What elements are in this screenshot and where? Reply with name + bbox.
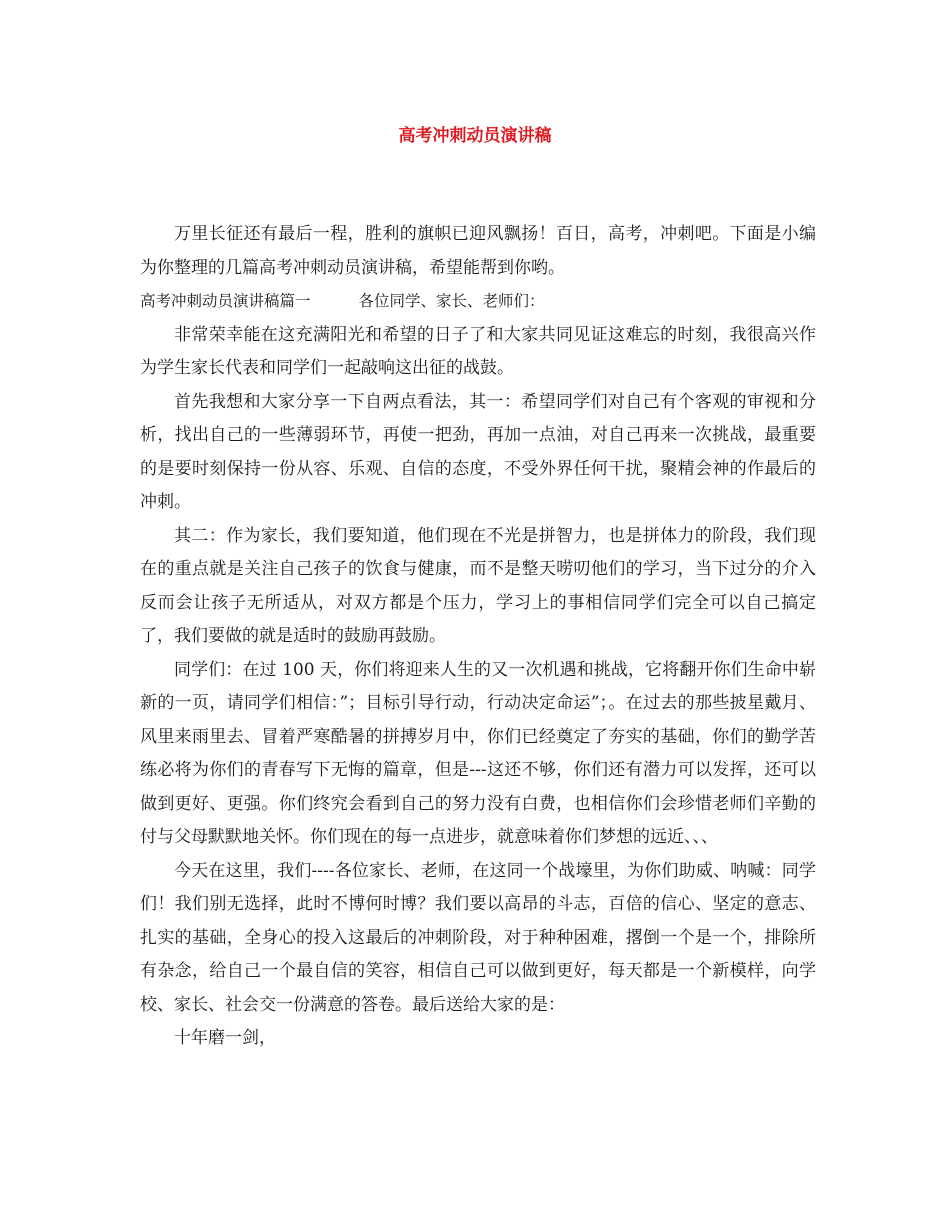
salutation: 各位同学、家长、老师们： — [358, 292, 545, 310]
body-paragraph: 今天在这里，我们----各位家长、老师，在这同一个战壕里，为你们助威、呐喊：同学们！我们别无选择，此时不博何时博？我们要以高昂的斗志，百倍的信心、坚定的意志、扎实的基础，全身心的投入这最后的冲刺阶段，对于种种困难，撂倒一个是一个，排除所有杂念，给自己一个最自信的笑容，相信自己可以做到更好，每天都是一个新模样，向学校、家长、社会交一份满意的答卷。最后送给大家的是： — [140, 860, 816, 1015]
body-paragraph: 同学们：在过 100 天，你们将迎来人生的又一次机遇和挑战，它将翻开你们生命中崭新的一页，请同学们相信：”；目标引导行动，行动决定命运”；。在过去的那些披星戴月、风里来雨里去、冒着严寒酷暑的拼搏岁月中，你们已经奠定了夯实的基础，你们的勤学苦练必将为你们的青春写下无悔的篇章，但是---这还不够，你们还有潜力可以发挥，还可以做到更好、更强。你们终究会看到自己的努力没有白费，也相信你们会珍惜老师们辛勤的付与父母默默地关怀。你们现在的每一点进步，就意味着你们梦想的远近、、、 — [140, 659, 816, 847]
section-heading-line — [140, 285, 816, 319]
body-paragraph: 其二：作为家长，我们要知道，他们现在不光是拼智力，也是拼体力的阶段，我们现在的重点就是关注自己孩子的饮食与健康，而不是整天唠叨他们的学习，当下过分的介入反而会让孩子无所适从，对双方都是个压力，学习上的事相信同学们完全可以自己搞定了，我们要做的就是适时的鼓励再鼓励。 — [140, 525, 816, 646]
body-paragraph: 首先我想和大家分享一下自两点看法，其一：希望同学们对自己有个客观的审视和分析，找出自己的一些薄弱环节，再使一把劲，再加一点油，对自己再来一次挑战，最重要的是要时刻保持一份从容、乐观、自信的态度，不受外界任何干扰，聚精会神的作最后的冲刺。 — [140, 391, 816, 512]
section-heading: 高考冲刺动员演讲稿篇一 — [140, 292, 311, 310]
intro-paragraph: 万里长征还有最后一程，胜利的旗帜已迎风飘扬！百日，高考，冲刺吧。下面是小编为你整理的几篇高考冲刺动员演讲稿，希望能帮到你哟。 — [140, 224, 816, 278]
document-body — [140, 218, 816, 1056]
document-title: 高考冲刺动员演讲稿 — [398, 126, 552, 146]
body-paragraph: 十年磨一剑， — [174, 1028, 276, 1048]
body-paragraph: 非常荣幸能在这充满阳光和希望的日子了和大家共同见证这难忘的时刻，我很高兴作为学生家长代表和同学们一起敲响这出征的战鼓。 — [140, 324, 816, 378]
